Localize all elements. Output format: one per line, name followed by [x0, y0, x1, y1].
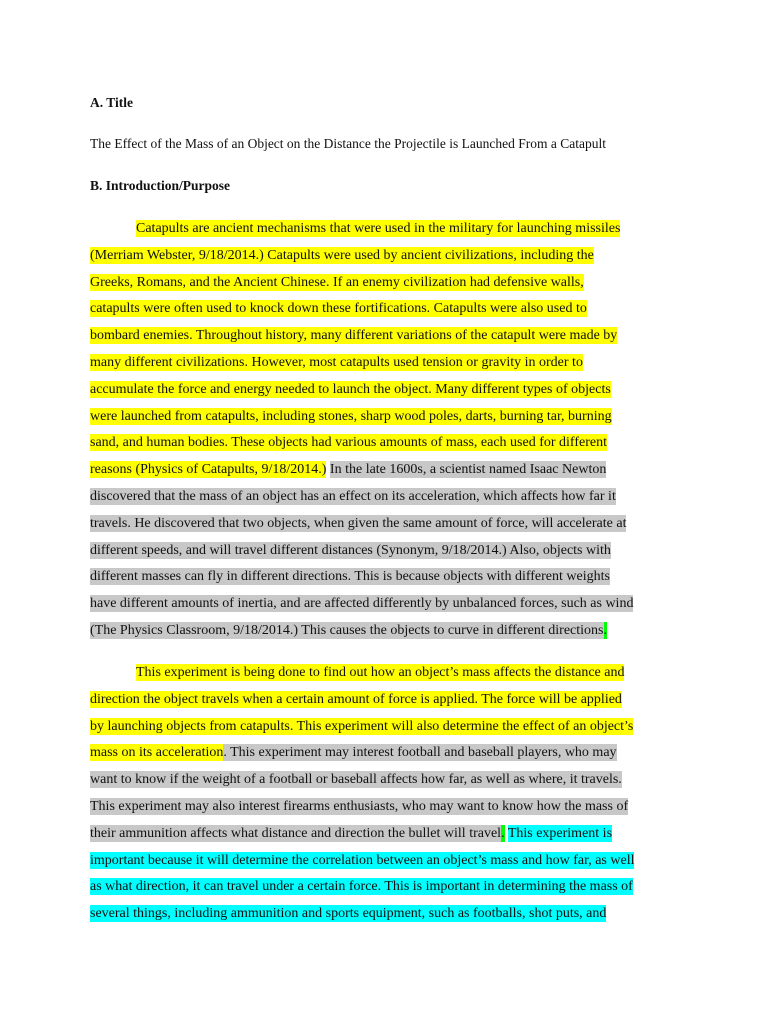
text-run: bombard enemies. Throughout history, many different variations of the catapult were made by [90, 328, 618, 344]
text-run: . This experiment may interest football and baseball players, who may [223, 745, 617, 761]
text-run: as what direction, it can travel under a certain force. This is important in determining the mass of [90, 879, 633, 895]
text-run: accumulate the force and energy needed to launch the object. Many different types of objects [90, 381, 611, 397]
section-a-heading: A. Title [90, 95, 134, 110]
text-run: important because it will determine the correlation between an object’s mass and how far, as well [90, 852, 635, 868]
paragraph-line [90, 246, 594, 265]
text-run: many different civilizations. However, most catapults used tension or gravity in order to [90, 355, 583, 370]
paragraph-line [90, 514, 626, 533]
paragraph-line [90, 877, 633, 896]
text-run: different masses can fly in different directions. This is because objects with different weights [90, 569, 610, 585]
paragraph-line [90, 621, 607, 640]
paragraph-line [90, 797, 628, 816]
paragraph-line [90, 824, 612, 843]
paragraph-line [136, 663, 624, 682]
text-run: In the late 1600s, a scientist named Isaac Newton [329, 462, 607, 478]
paragraph-line [90, 851, 634, 870]
text-run: discovered that the mass of an object has an effect on its acceleration, which affects how far it [90, 489, 616, 504]
text-run: want to know if the weight of a football or baseball affects how far, as well as where, it travels. [90, 772, 622, 788]
text-run: sand, and human bodies. These objects had various amounts of mass, each used for different [90, 435, 607, 451]
section-b-heading: B. Introduction/Purpose [90, 178, 231, 193]
paragraph-line [90, 299, 587, 318]
text-run: by launching objects from catapults. This experiment will also determine the effect of an object’s [90, 718, 634, 734]
text-run: catapults were often used to knock down these fortifications. Catapults were also used to [90, 301, 587, 317]
paragraph-line [90, 407, 612, 426]
text-run: (The Physics Classroom, 9/18/2014.) This causes the objects to curve in different directions [90, 623, 604, 638]
text-run: several things, including ammunition and sports equipment, such as footballs, shot puts, and [90, 906, 607, 922]
paragraph-line [90, 433, 607, 452]
text-run: were launched from catapults, including stones, sharp wood poles, darts, burning tar, burning [90, 408, 612, 424]
text-run: This experiment may also interest firearms enthusiasts, who may want to know how the mass of [90, 799, 629, 814]
text-run: This experiment is being done to find out how an object’s mass affects the distance and [136, 665, 625, 680]
text-run: different speeds, and will travel different distances (Synonym, 9/18/2014.) Also, objects with [90, 542, 611, 558]
text-run: have different amounts of inertia, and are affected differently by unbalanced forces, such as wind [90, 596, 634, 612]
paragraph-line [90, 460, 606, 479]
paragraph-line [90, 690, 622, 709]
paragraph-line [136, 219, 620, 238]
paragraph-line [90, 487, 616, 506]
paragraph-line [90, 594, 633, 613]
paragraph-line [90, 273, 584, 292]
text-run: their ammunition affects what distance and direction the bullet will travel [90, 825, 502, 841]
text-run: Greeks, Romans, and the Ancient Chinese. If an enemy civilization had defensive walls, [90, 274, 584, 290]
paragraph-line [90, 380, 611, 399]
text-run: Catapults are ancient mechanisms that were used in the military for launching missiles [136, 221, 621, 236]
paragraph-line [90, 326, 617, 345]
paragraph-line [90, 541, 611, 560]
text-run: mass on its acceleration [90, 745, 224, 761]
text-run: travels. He discovered that two objects, when given the same amount of force, will accelerate at [90, 515, 627, 531]
paragraph-line [90, 353, 583, 372]
text-run: reasons (Physics of Catapults, 9/18/2014.) [90, 462, 327, 478]
text-run: . [501, 825, 505, 841]
text-run: . [603, 623, 607, 638]
text-run: direction the object travels when a certain amount of force is applied. The force will be applied [90, 691, 622, 707]
text-run: (Merriam Webster, 9/18/2014.) Catapults were used by ancient civilizations, including the [90, 247, 594, 263]
text-run: This experiment is [507, 825, 613, 841]
paragraph-line [90, 567, 610, 586]
paragraph-line [90, 743, 617, 762]
paragraph-line [90, 770, 622, 789]
paragraph-line [90, 717, 633, 736]
document-title: The Effect of the Mass of an Object on the Distance the Projectile is Launched From a Catapult [90, 136, 606, 151]
paragraph-line [90, 904, 606, 923]
